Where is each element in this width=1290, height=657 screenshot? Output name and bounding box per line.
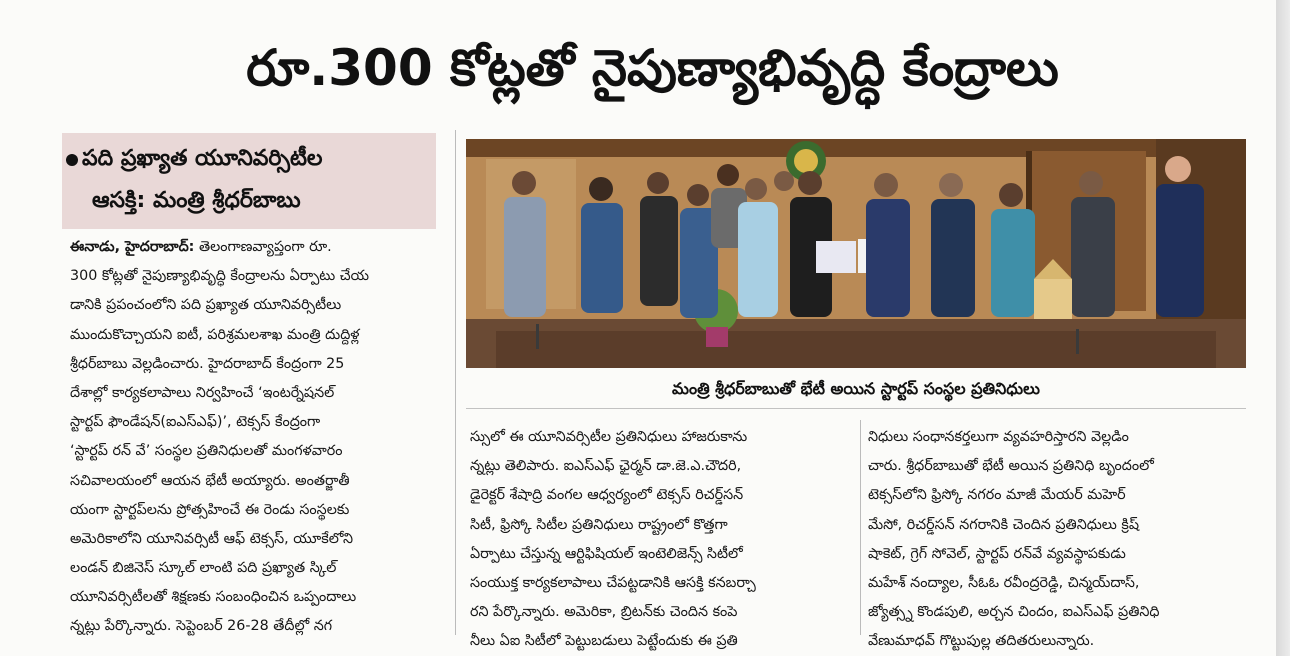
article-line: దేశాల్లో కార్యకలాపాలు నిర్వహించే ‘ఇంటర్నేషనల్‌ [70, 384, 335, 401]
article-line: నిధులు సంధానకర్తలుగా వ్యవహరిస్తారని వెల్లడిం [868, 429, 1129, 445]
article-line: 300 కోట్లతో నైపుణ్యాభివృద్ధి కేంద్రాలను ఏర్పాటు చేయ [70, 268, 370, 285]
article-line: మేసో, రిచర్డ్‌సన్‌ నగరానికి చెందిన ప్రతినిధులు క్రిష్‌ [868, 516, 1140, 533]
headline: రూ.300 కోట్లతో నైపుణ్యాభివృద్ధి కేంద్రాలు [246, 39, 1059, 97]
article-line: సచివాలయంలో ఆయన భేటీ అయ్యారు. అంతర్జాతీ [70, 472, 350, 489]
article-line: సంయుక్త కార్యకలాపాలు చేపట్టడానికి ఆసక్తి కనబర్చా [470, 574, 756, 591]
article-line: ఈనాడు, హైదరాబాద్‌: తెలంగాణవ్యాప్తంగా రూ. [70, 239, 332, 255]
page-edge-shadow [1276, 0, 1290, 656]
column-divider-left [455, 130, 456, 635]
article-line: సిటీ, ఫ్రిస్కో సిటీల ప్రతినిధులు రాష్ట్రంలో కొత్తగా [470, 516, 728, 533]
article-line: స్టార్టప్‌ ఫౌండేషన్‌(ఐఎస్‌ఎఫ్‌)’, టెక్సస్‌ కేంద్రంగా [70, 414, 321, 431]
article-line: డైరెక్టర్‌ శేషాద్రి వంగల ఆధ్వర్యంలో టెక్సస్‌ రిచర్డ్‌సన్‌ [470, 487, 744, 504]
news-photo [466, 139, 1246, 368]
article-line: యంగా స్టార్టప్‌లను ప్రోత్సహించే ఈ రెండు సంస్థలకు [70, 501, 350, 518]
article-line: శ్రీధర్‌బాబు వెల్లడించారు. హైదరాబాద్‌ కేంద్రంగా 25 [70, 355, 345, 372]
bullet-icon [66, 154, 78, 166]
article-line: నీలు ఏఐ సిటీలో పెట్టుబడులు పెట్టేందుకు ఈ ప్రతి [470, 633, 738, 650]
article-line: షాకెట్‌, గ్రెగ్‌ సోవెల్‌, స్టార్టప్‌ రన్‌వే వ్యవస్థాపకుడు [868, 545, 1126, 562]
article-line: ఏర్పాటు చేస్తున్న ఆర్టిఫిషియల్‌ ఇంటెలిజెన్స్‌ సిటీలో [470, 545, 743, 562]
subhead-line-2: ఆసక్తి: మంత్రి శ్రీధర్‌బాబు [92, 188, 301, 213]
subhead-line-1: పది ప్రఖ్యాత యూనివర్సిటీల [82, 146, 323, 171]
article-column-3 [868, 423, 1250, 657]
caption-rule [466, 408, 1246, 409]
article-line: న్నట్లు తెలిపారు. ఐఎస్‌ఎఫ్‌ ఛైర్మన్‌ డా.జె.ఎ.చౌదరి, [470, 458, 742, 475]
article-column-2 [470, 423, 852, 657]
article-line: జ్యోత్స్న కొండపులి, అర్చన చిందం, ఐఎస్‌ఎఫ్‌ ప్రతినిధి [868, 604, 1160, 621]
subhead-box [62, 133, 436, 229]
article-line: ముందుకొచ్చాయని ఐటీ, పరిశ్రమలశాఖ మంత్రి దుద్దిళ్ల [70, 326, 360, 343]
photo-caption: మంత్రి శ్రీధర్‌బాబుతో భేటీ అయిన స్టార్టప్‌ సంస్థల ప్రతినిధులు [672, 379, 1040, 398]
article-line: డానికి ప్రపంచంలోని పది ప్రఖ్యాత యూనివర్సిటీలు [70, 297, 342, 314]
article-line: ‘స్టార్టప్‌ రన్‌ వే’ సంస్థల ప్రతినిధులతో మంగళవారం [70, 443, 343, 460]
dateline: ఈనాడు, హైదరాబాద్‌: [70, 239, 195, 255]
article-line: మహేశ్‌ నంద్యాల, సీఓఓ రవీంద్రరెడ్డి, చిన్మయ్‌దాస్‌, [868, 574, 1140, 591]
group-photo-illustration [466, 139, 1246, 368]
article-line: వేణుమాధవ్‌ గొట్టుపుల్ల తదితరులున్నారు. [868, 633, 1095, 650]
article-line: అమెరికాలోని యూనివర్సిటీ ఆఫ్‌ టెక్సస్‌, యూకేలోని [70, 530, 354, 547]
column-divider-right [860, 420, 861, 635]
article-line: చారు. శ్రీధర్‌బాబుతో భేటీ అయిన ప్రతినిధి బృందంలో [868, 458, 1154, 475]
article-line: స్సులో ఈ యూనివర్సిటీల ప్రతినిధులు హాజరుకాను [470, 429, 748, 445]
article-line: టెక్సస్‌లోని ఫ్రిస్కో నగరం మాజీ మేయర్‌ మహెర్‌ [868, 487, 1126, 504]
article-line: న్నట్లు పేర్కొన్నారు. సెప్టెంబర్‌ 26-28 తేదీల్లో నగ [70, 618, 333, 635]
article-line: రని పేర్కొన్నారు. అమెరికా, బ్రిటన్‌కు చెందిన కంపె [470, 604, 738, 621]
article-column-1 [70, 233, 442, 642]
article-line: యూనివర్సిటీలతో శిక్షణకు సంబంధించిన ఒప్పందాలు [70, 589, 357, 606]
article-line: లండన్‌ బిజినెస్‌ స్కూల్‌ లాంటి పది ప్రఖ్యాత స్కిల్‌ [70, 560, 337, 577]
